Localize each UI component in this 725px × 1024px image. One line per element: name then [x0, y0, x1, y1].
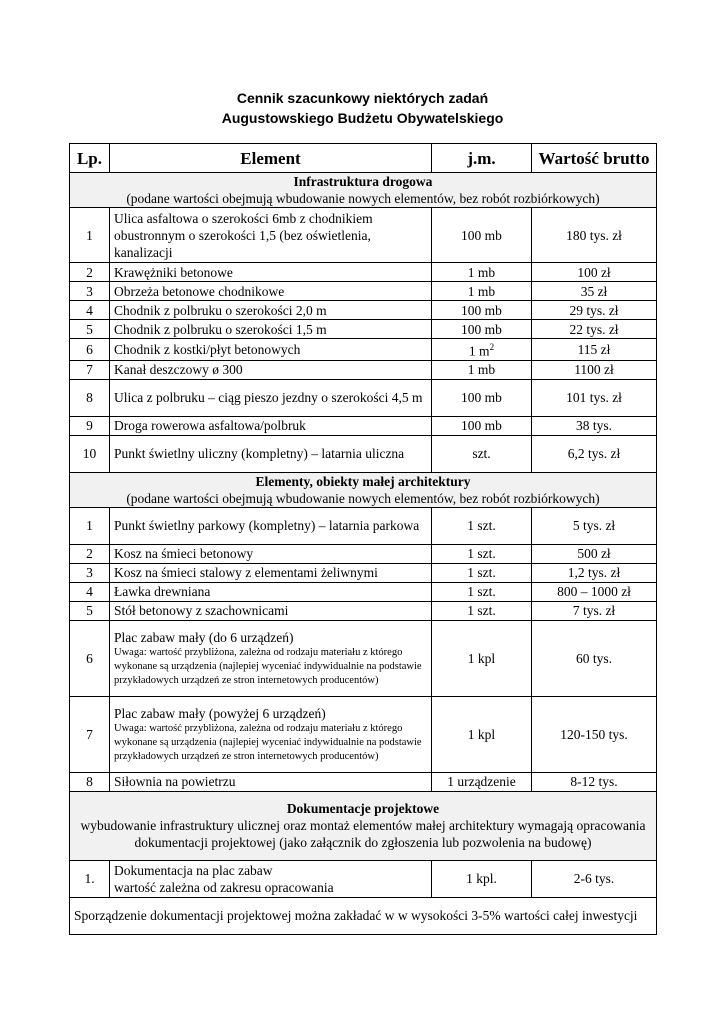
cell-element [110, 696, 432, 772]
cell-value: 115 zł [532, 339, 657, 361]
cell-jm: 1 kpl. [432, 860, 532, 897]
cell-jm-unit: 1 m [468, 343, 490, 359]
cell-element [110, 860, 432, 897]
cell-element: Chodnik z polbruku o szerokości 1,5 m [110, 320, 432, 339]
table-row [70, 208, 657, 263]
cell-element-line2: wartość zależna od zakresu opracowania [114, 879, 334, 895]
cell-jm: 1 mb [432, 360, 532, 379]
cell-jm: 1 szt. [432, 507, 532, 544]
section-title: Dokumentacje projektowe [286, 801, 440, 816]
cell-lp: 5 [70, 601, 110, 620]
cell-value: 5 tys. zł [532, 507, 657, 544]
cell-jm: 100 mb [432, 301, 532, 320]
cell-jm: 100 mb [432, 379, 532, 416]
cell-lp: 8 [70, 379, 110, 416]
cell-lp: 1 [70, 507, 110, 544]
cell-jm: 1 szt. [432, 582, 532, 601]
price-table [69, 143, 657, 935]
cell-lp: 9 [70, 416, 110, 435]
cell-element: Ulica z polbruku – ciąg pieszo jezdny o szerokości 4,5 m [110, 379, 432, 416]
header-element: Element [110, 144, 432, 173]
cell-value: 60 tys. [532, 620, 657, 696]
cell-jm: 100 mb [432, 208, 532, 263]
cell-value: 7 tys. zł [532, 601, 657, 620]
cell-lp: 6 [70, 620, 110, 696]
cell-jm-superscript: 2 [489, 342, 495, 352]
cell-jm: 1 szt. [432, 601, 532, 620]
header-lp: Lp. [70, 144, 110, 173]
cell-lp: 4 [70, 301, 110, 320]
section-title: Infrastruktura drogowa [293, 174, 433, 189]
header-jm: j.m. [432, 144, 532, 173]
cell-element-note: Uwaga: wartość przybliżona, zależna od rodzaju materiału z którego wykonane są urządzenia (najlepiej wyceniać indywidualnie na podstawie przykładowych urządzeń ze stron internetowych producentów) [114, 646, 422, 686]
cell-value: 100 zł [532, 263, 657, 282]
cell-element: Punkt świetlny uliczny (kompletny) – latarnia uliczna [110, 435, 432, 472]
cell-jm [432, 339, 532, 361]
cell-jm: 1 urządzenie [432, 772, 532, 791]
cell-element: Ławka drewniana [110, 582, 432, 601]
cell-lp: 2 [70, 263, 110, 282]
cell-jm: 1 mb [432, 263, 532, 282]
cell-element: Siłownia na powietrzu [110, 772, 432, 791]
cell-lp: 3 [70, 563, 110, 582]
cell-element: Stół betonowy z szachownicami [110, 601, 432, 620]
table-row [70, 263, 657, 282]
cell-jm: 1 kpl [432, 696, 532, 772]
cell-value: 6,2 tys. zł [532, 435, 657, 472]
table-row [70, 379, 657, 416]
cell-value: 101 tys. zł [532, 379, 657, 416]
cell-jm: 1 szt. [432, 563, 532, 582]
cell-value: 120-150 tys. [532, 696, 657, 772]
table-row [70, 320, 657, 339]
cell-lp: 2 [70, 544, 110, 563]
cell-lp: 7 [70, 696, 110, 772]
cell-value: 35 zł [532, 282, 657, 301]
cell-value: 1100 zł [532, 360, 657, 379]
cell-value: 8-12 tys. [532, 772, 657, 791]
header-row [70, 144, 657, 173]
cell-element: Kanał deszczowy ø 300 [110, 360, 432, 379]
table-row [70, 772, 657, 791]
table-row [70, 582, 657, 601]
section-header [70, 472, 657, 507]
cell-element-title: Plac zabaw mały (do 6 urządzeń) [114, 629, 294, 645]
cell-jm: 1 mb [432, 282, 532, 301]
cell-element: Kosz na śmieci stalowy z elementami żeliwnymi [110, 563, 432, 582]
cell-value: 800 – 1000 zł [532, 582, 657, 601]
cell-lp: 7 [70, 360, 110, 379]
table-row [70, 507, 657, 544]
cell-lp: 6 [70, 339, 110, 361]
table-row [70, 360, 657, 379]
section-subtitle: wybudowanie infrastruktury ulicznej oraz montaż elementów małej architektury wymagają opracowania dokumentacji projektowej (jako załącznik do zgłoszenia lub pozwolenia na budowę) [80, 818, 646, 850]
cell-element: Punkt świetlny parkowy (kompletny) – latarnia parkowa [110, 507, 432, 544]
section-subtitle: (podane wartości obejmują wbudowanie nowych elementów, bez robót rozbiórkowych) [126, 191, 600, 206]
cell-element: Kosz na śmieci betonowy [110, 544, 432, 563]
table-row [70, 620, 657, 696]
header-value: Wartość brutto [532, 144, 657, 173]
cell-element: Obrzeża betonowe chodnikowe [110, 282, 432, 301]
cell-value: 1,2 tys. zł [532, 563, 657, 582]
cell-element [110, 620, 432, 696]
cell-lp: 1. [70, 860, 110, 897]
section-subtitle: (podane wartości obejmują wbudowanie nowych elementów, bez robót rozbiórkowych) [126, 490, 600, 506]
cell-value: 180 tys. zł [532, 208, 657, 263]
cell-lp: 4 [70, 582, 110, 601]
document-title-line1: Cennik szacunkowy niektórych zadań [236, 90, 489, 106]
table-row [70, 416, 657, 435]
cell-jm: szt. [432, 435, 532, 472]
table-row [70, 282, 657, 301]
cell-jm: 100 mb [432, 416, 532, 435]
cell-jm: 1 szt. [432, 544, 532, 563]
cell-lp: 10 [70, 435, 110, 472]
cell-lp: 3 [70, 282, 110, 301]
cell-value: 38 tys. [532, 416, 657, 435]
cell-value: 500 zł [532, 544, 657, 563]
table-row [70, 601, 657, 620]
cell-lp: 5 [70, 320, 110, 339]
cell-value: 2-6 tys. [532, 860, 657, 897]
table-row [70, 696, 657, 772]
footer-row [70, 897, 657, 934]
section-title: Elementy, obiekty małej architektury [255, 473, 471, 489]
table-row [70, 544, 657, 563]
section-header [70, 173, 657, 208]
cell-element-line1: Dokumentacja na plac zabaw [114, 862, 273, 878]
cell-value: 29 tys. zł [532, 301, 657, 320]
cell-element: Chodnik z kostki/płyt betonowych [110, 339, 432, 361]
cell-value: 22 tys. zł [532, 320, 657, 339]
cell-element: Krawężniki betonowe [110, 263, 432, 282]
table-row [70, 435, 657, 472]
cell-element-title: Plac zabaw mały (powyżej 6 urządzeń) [114, 705, 326, 721]
cell-lp: 1 [70, 208, 110, 263]
table-row [70, 339, 657, 361]
cell-jm: 100 mb [432, 320, 532, 339]
cell-jm: 1 kpl [432, 620, 532, 696]
footer-note: Sporządzenie dokumentacji projektowej można zakładać w w wysokości 3-5% wartości całej inwestycji [70, 897, 657, 934]
cell-element-note: Uwaga: wartość przybliżona, zależna od rodzaju materiału z którego wykonane są urządzenia (najlepiej wyceniać indywidualnie na podstawie przykładowych urządzeń ze stron internetowych producentów) [114, 722, 422, 762]
document-title-line2: Augustowskiego Budżetu Obywatelskiego [221, 110, 504, 126]
table-row [70, 301, 657, 320]
cell-element: Ulica asfaltowa o szerokości 6mb z chodnikiem obustronnym o szerokości 1,5 (bez oświetlenia, kanalizacji [110, 208, 432, 263]
table-row [70, 563, 657, 582]
section-header [70, 791, 657, 860]
cell-element: Droga rowerowa asfaltowa/polbruk [110, 416, 432, 435]
cell-lp: 8 [70, 772, 110, 791]
table-row [70, 860, 657, 897]
cell-element: Chodnik z polbruku o szerokości 2,0 m [110, 301, 432, 320]
